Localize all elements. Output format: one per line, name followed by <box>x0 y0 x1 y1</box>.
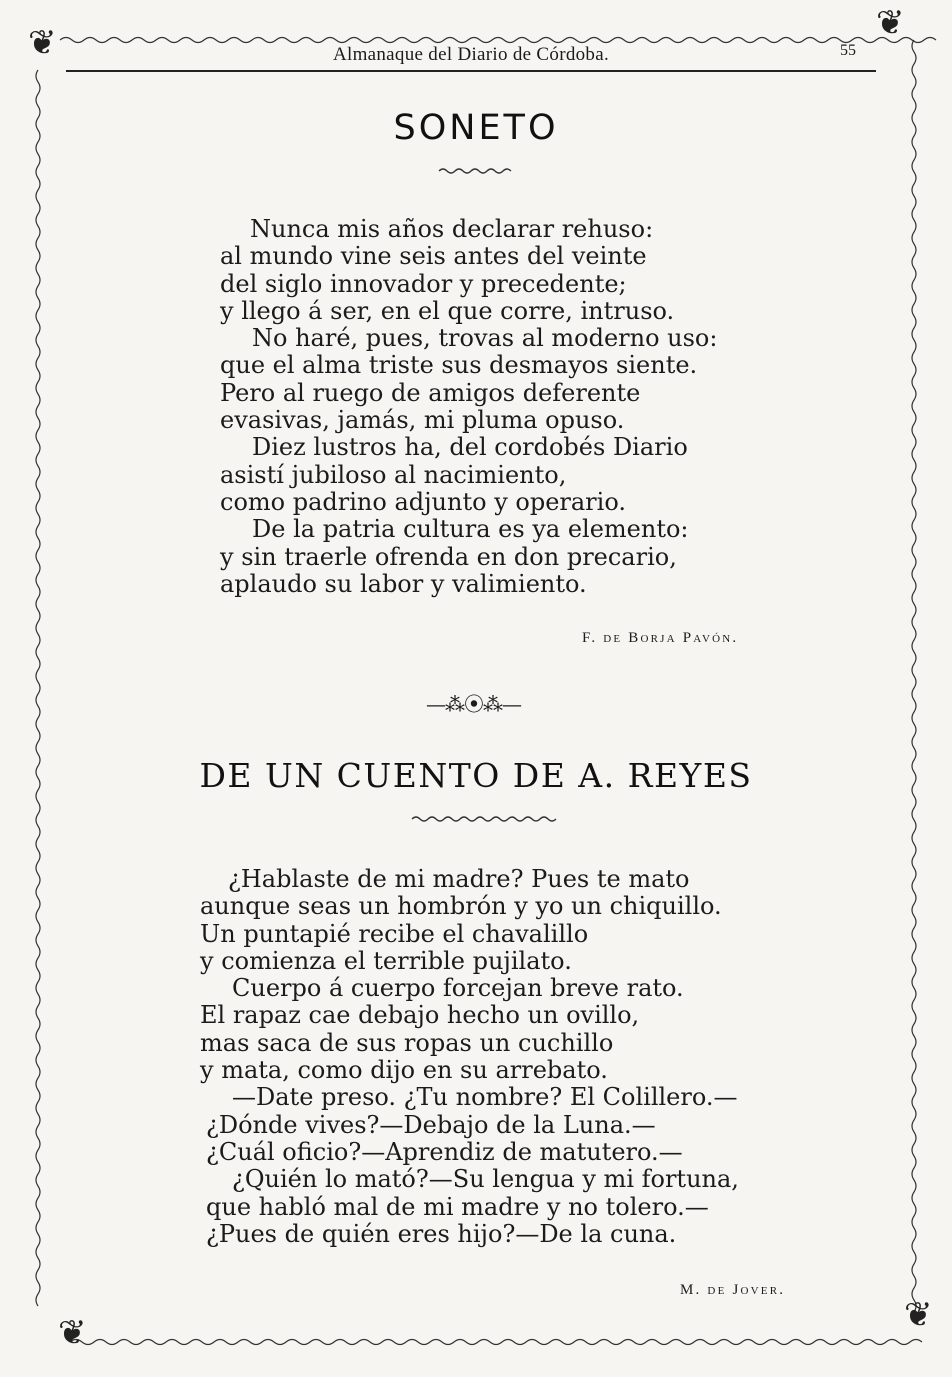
poem-line: El rapaz cae debajo hecho un ovillo, <box>200 1001 640 1030</box>
sonnet-author: F. de Borja Pavón. <box>582 630 739 646</box>
poem-line: mas saca de sus ropas un cuchillo <box>200 1028 614 1057</box>
poem-line: que el alma triste sus desmayos siente. <box>220 351 698 380</box>
title-squiggle <box>437 166 515 176</box>
poem-line: que habló mal de mi madre y no tolero.— <box>206 1192 709 1221</box>
border-left-wave <box>36 70 40 1306</box>
story-poem <box>200 866 739 1248</box>
header-title: Almanaque del Diario de Córdoba. <box>332 44 610 65</box>
poem-line: al mundo vine seis antes del veinte <box>220 242 647 271</box>
poem-line: De la patria cultura es ya elemento: <box>252 515 689 544</box>
title-squiggle <box>410 814 560 824</box>
border-right-wave <box>912 40 916 1312</box>
story-title: DE UN CUENTO DE A. REYES <box>199 756 753 795</box>
sonnet-poem <box>220 216 717 598</box>
poem-line: y sin traerle ofrenda en don precario, <box>220 542 677 571</box>
corner-ornament-icon: ❦ <box>904 1295 933 1335</box>
sonnet-title: SONETO <box>393 108 559 148</box>
corner-ornament-icon: ❦ <box>876 3 905 43</box>
poem-line: evasivas, jamás, mi pluma opuso. <box>220 406 625 435</box>
poem-line: y llego á ser, en el que corre, intruso. <box>220 296 675 325</box>
section-divider-icon: —⁂⦿⁂— <box>426 692 521 716</box>
poem-line: Pero al ruego de amigos deferente <box>220 378 641 407</box>
poem-line: ¿Pues de quién eres hijo?—De la cuna. <box>206 1219 677 1248</box>
poem-line: y mata, como dijo en su arrebato. <box>200 1056 608 1085</box>
poem-line: ¿Dónde vives?—Debajo de la Luna.— <box>206 1110 656 1139</box>
corner-ornament-icon: ❦ <box>28 23 57 63</box>
poem-line: ¿Cuál oficio?—Aprendiz de matutero.— <box>206 1137 683 1166</box>
header-rule <box>66 70 876 72</box>
poem-line: Un puntapié recibe el chavalillo <box>200 919 589 948</box>
poem-line: No haré, pues, trovas al moderno uso: <box>252 324 718 353</box>
poem-line: y comienza el terrible pujilato. <box>200 946 572 975</box>
poem-line: del siglo innovador y precedente; <box>220 269 627 298</box>
poem-line: Cuerpo á cuerpo forcejan breve rato. <box>232 974 684 1003</box>
page-number: 55 <box>840 42 856 59</box>
poem-line: ¿Quién lo mató?—Su lengua y mi fortuna, <box>232 1165 739 1194</box>
story-author: M. de Jover. <box>680 1282 786 1298</box>
poem-line: Diez lustros ha, del cordobés Diario <box>252 433 688 462</box>
poem-line: Nunca mis años declarar rehuso: <box>250 215 654 243</box>
poem-line: como padrino adjunto y operario. <box>220 487 626 516</box>
corner-ornament-icon: ❦ <box>58 1313 87 1353</box>
border-bottom-wave <box>70 1340 922 1345</box>
poem-line: asistí jubiloso al nacimiento, <box>220 460 567 489</box>
poem-line: aunque seas un hombrón y yo un chiquillo. <box>200 892 722 921</box>
running-header <box>66 42 876 72</box>
poem-line: aplaudo su labor y valimiento. <box>220 569 587 598</box>
poem-line: —Date preso. ¿Tu nombre? El Colillero.— <box>232 1083 738 1112</box>
poem-line: ¿Hablaste de mi madre? Pues te mato <box>228 865 690 893</box>
